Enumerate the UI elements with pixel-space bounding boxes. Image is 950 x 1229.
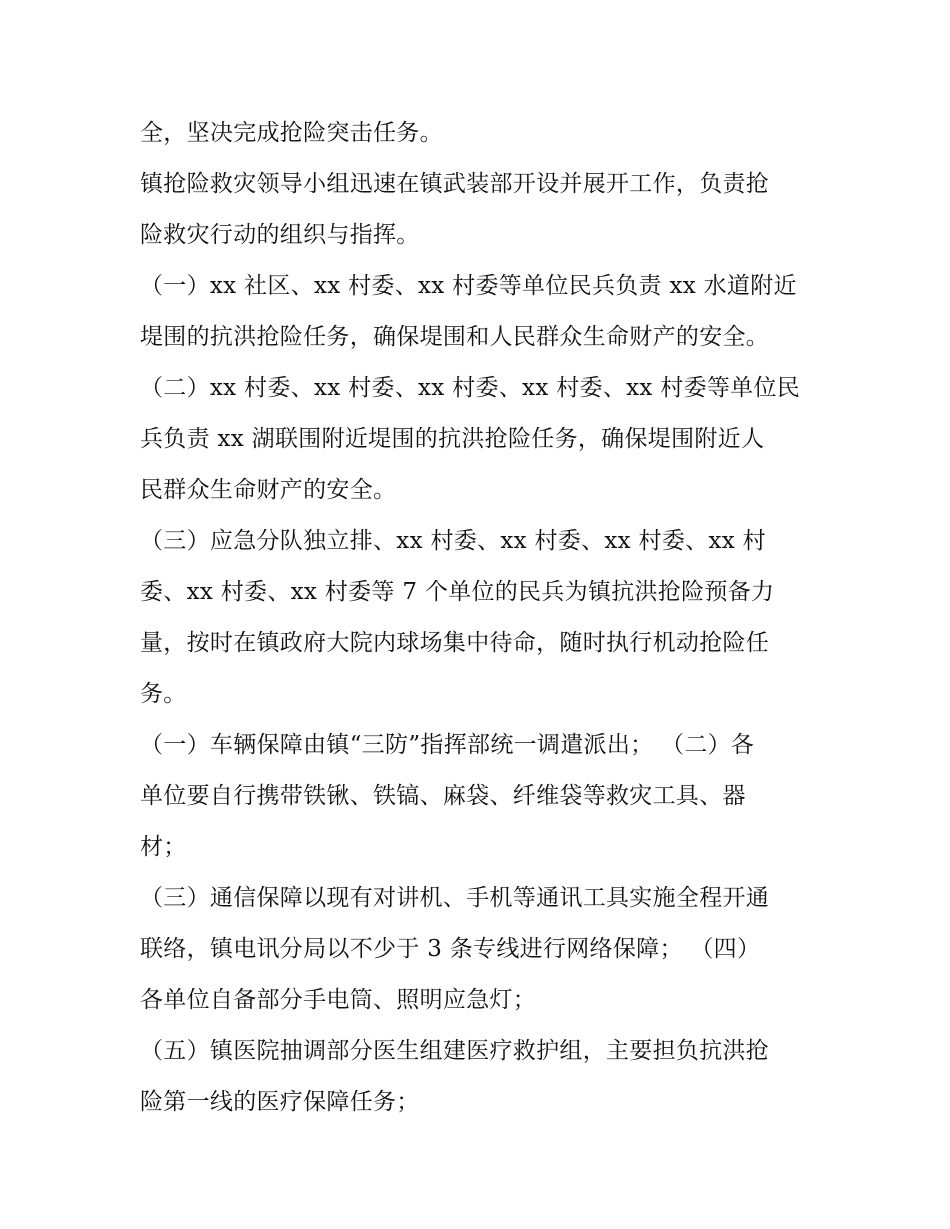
text-line: 材；	[140, 834, 187, 860]
paragraph-4	[140, 363, 820, 516]
text-line: （二）xx 村委、xx 村委、xx 村委、xx 村委、xx 村委等单位民	[140, 375, 801, 401]
paragraph-6	[140, 720, 820, 873]
text-line: 镇抢险救灾领导小组迅速在镇武装部开设并展开工作，负责抢	[140, 171, 770, 197]
paragraph-5	[140, 516, 820, 720]
text-line: （一）xx 社区、xx 村委、xx 村委等单位民兵负责 xx 水道附近	[140, 273, 797, 299]
paragraph-8	[140, 1026, 820, 1128]
text-line: 量，按时在镇政府大院内球场集中待命，随时执行机动抢险任	[140, 630, 770, 656]
text-line: 民群众生命财产的安全。	[140, 477, 397, 503]
text-line: 险救灾行动的组织与指挥。	[140, 222, 420, 248]
document-body	[140, 108, 820, 1128]
text-line: 联络，镇电讯分局以不少于 3 条专线进行网络保障； （四）	[140, 936, 761, 962]
paragraph-3	[140, 261, 820, 363]
text-line: （三）应急分队独立排、xx 村委、xx 村委、xx 村委、xx 村	[140, 528, 766, 554]
paragraph-2	[140, 159, 820, 261]
text-line: 单位要自行携带铁锹、铁镐、麻袋、纤维袋等救灾工具、器	[140, 783, 746, 809]
paragraph-1	[140, 108, 820, 159]
text-line: 务。	[140, 681, 187, 707]
paragraph-7	[140, 873, 820, 1026]
text-line: 各单位自备部分手电筒、照明应急灯；	[140, 987, 537, 1013]
text-line: （三）通信保障以现有对讲机、手机等通讯工具实施全程开通	[140, 885, 770, 911]
text-line: （一）车辆保障由镇“三防”指挥部统一调遣派出； （二）各	[140, 732, 755, 758]
text-line: 全，坚决完成抢险突击任务。	[140, 120, 443, 146]
text-line: 堤围的抗洪抢险任务，确保堤围和人民群众生命财产的安全。	[140, 324, 770, 350]
text-line: 兵负责 xx 湖联围附近堤围的抗洪抢险任务，确保堤围附近人	[140, 426, 765, 452]
text-line: 险第一线的医疗保障任务；	[140, 1089, 420, 1115]
text-line: 委、xx 村委、xx 村委等 7 个单位的民兵为镇抗洪抢险预备力	[140, 579, 775, 605]
text-line: （五）镇医院抽调部分医生组建医疗救护组，主要担负抗洪抢	[140, 1038, 770, 1064]
